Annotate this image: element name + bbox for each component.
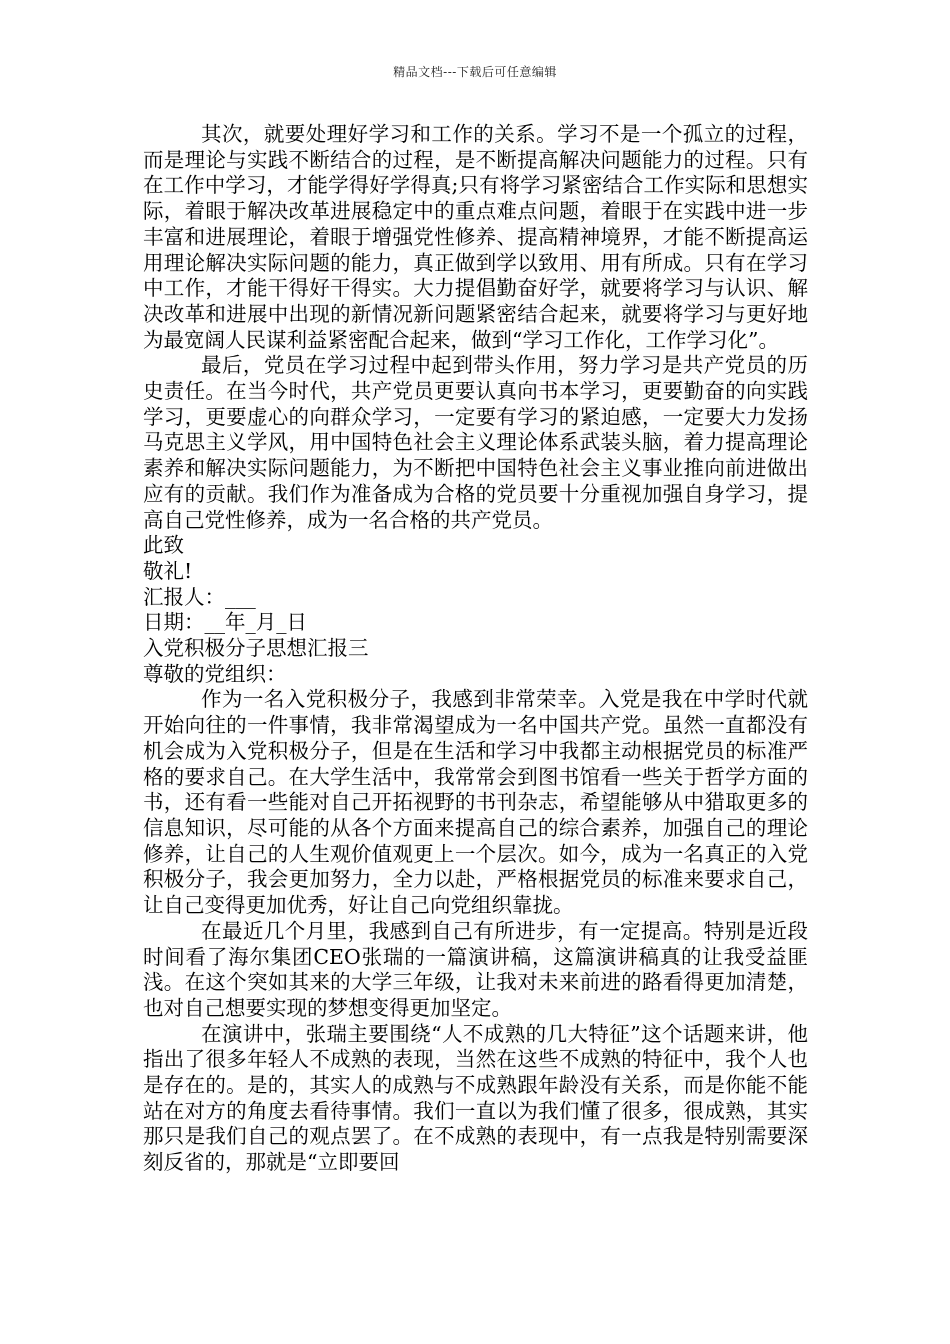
paragraph-activist-intro: 作为一名入党积极分子，我感到非常荣幸。入党是我在中学时代就开始向往的一件事情，我非常渴望成为一名中国共产党。虽然一直都没有机会成为入党积极分子，但是在生活和学习中我都主动根据党员的标准严格的要求自己。在大学生活中，我常常会到图书馆看一些关于哲学方面的书，还有看一些能对自己开拓视野的书刊杂志，希望能够从中猎取更多的信息知识，尽可能的从各个方面来提高自己的综合素养，加强自己的理论修养，让自己的人生观价值观更上一个层次。如今，成为一名真正的入党积极分子，我会更加努力，全力以赴，严格根据党员的标准来要求自己，让自己变得更加优秀，好让自己向党组织靠拢。: [143, 687, 808, 918]
paragraph-speech-reflection: 在演讲中，张瑞主要围绕“人不成熟的几大特征”这个话题来讲，他指出了很多年轻人不成熟的表现，当然在这些不成熟的特征中，我个人也是存在的。是的，其实人的成熟与不成熟跟年龄没有关系，而是你能不能站在对方的角度去看待事情。我们一直以为我们懂了很多，很成熟，其实那只是我们自己的观点罢了。在不成熟的表现中，有一点我是特别需要深刻反省的，那就是“立即要回: [143, 1021, 808, 1175]
document-body: [143, 122, 808, 1176]
paragraph-study-and-work: 其次，就要处理好学习和工作的关系。学习不是一个孤立的过程，而是理论与实践不断结合的过程，是不断提高解决问题能力的过程。只有在工作中学习，才能学得好学得真;只有将学习紧密结合工作实际和思想实际，着眼于解决改革进展稳定中的重点难点问题，着眼于在实践中进一步丰富和进展理论，着眼于增强党性修养、提高精神境界，才能不断提高运用理论解决实际问题的能力，真正做到学以致用、用有所成。只有在学习中工作，才能干得好干得实。大力提倡勤奋好学，就要将学习与认识、解决改革和进展中出现的新情况新问题紧密结合起来，就要将学习与更好地为最宽阔人民谋利益紧密配合起来，做到“学习工作化，工作学习化”。: [143, 122, 808, 352]
closing-respect: 敬礼!: [143, 558, 193, 583]
paragraph-recent-progress: 在最近几个月里，我感到自己有所进步，有一定提高。特别是近段时间看了海尔集团CEO张瑞的一篇演讲稿，这篇演讲稿真的让我受益匪浅。在这个突如其来的大学三年级，让我对未来前进的路看得更加清楚，也对自己想要实现的梦想变得更加坚定。: [143, 918, 808, 1020]
section-title: 入党积极分子思想汇报三: [143, 636, 369, 661]
date-line: 日期：__年_月_日: [143, 610, 307, 635]
reporter-line: 汇报人：___: [143, 584, 256, 609]
greeting: 尊敬的党组织：: [143, 661, 287, 686]
paragraph-party-member-role: 最后，党员在学习过程中起到带头作用，努力学习是共产党员的历史责任。在当今时代，共产党员更要认真向书本学习，更要勤奋的向实践学习，更要虚心的向群众学习，一定要有学习的紧迫感，一定要大力发扬马克思主义学风，用中国特色社会主义理论体系武装头脑，着力提高理论素养和解决实际问题能力，为不断把中国特色社会主义事业推向前进做出应有的贡献。我们作为准备成为合格的党员要十分重视加强自身学习，提高自己党性修养，成为一名合格的共产党员。: [143, 353, 808, 532]
page-header: 精品文档---下载后可任意编辑: [393, 65, 557, 79]
closing-salutation: 此致: [143, 533, 184, 558]
